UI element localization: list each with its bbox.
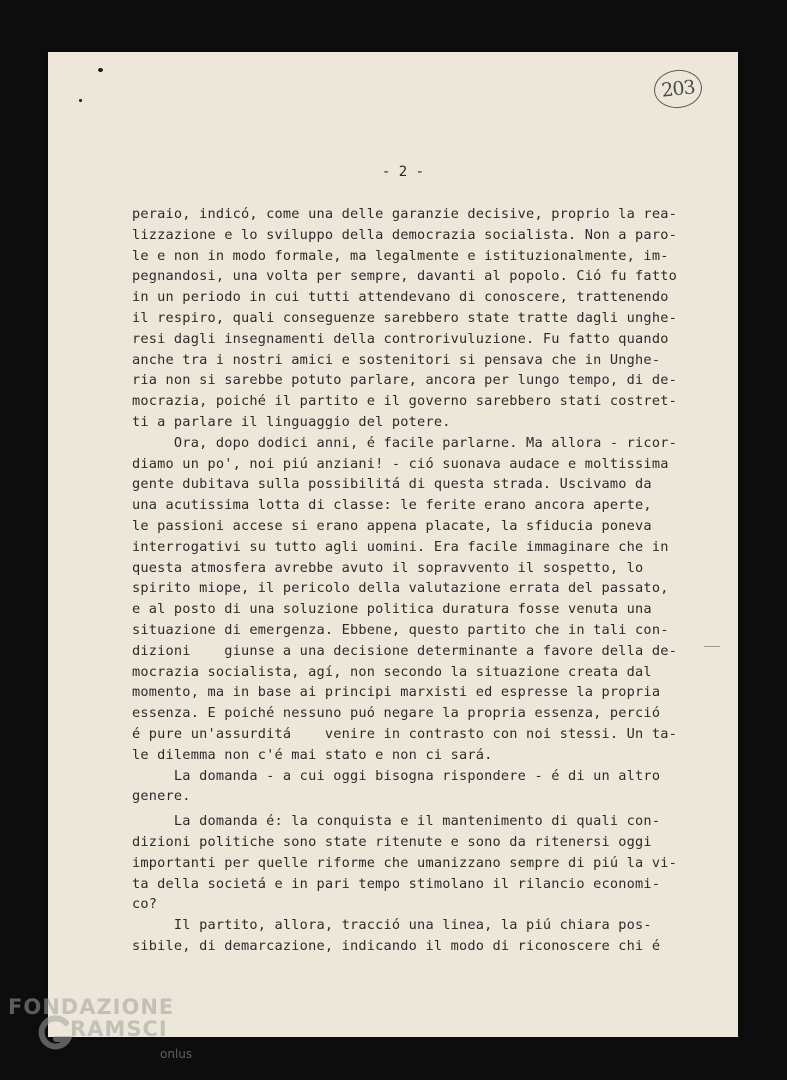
text-line: Il partito, allora, tracció una linea, la piú chiara pos- — [132, 917, 652, 934]
text-line: pegnandosi, una volta per sempre, davanti al popolo. Ció fu fatto — [132, 268, 677, 285]
text-line: mocrazia, poiché il partito e il governo sarebbero stati costret- — [132, 393, 677, 410]
text-line: spirito miope, il pericolo della valutazione errata del passato, — [132, 580, 669, 597]
watermark-line2: RAMSCI — [70, 1017, 168, 1041]
page-number: - 2 - — [381, 164, 425, 180]
text-line: in un periodo in cui tutti attendevano di conoscere, trattenendo — [132, 289, 669, 306]
text-line: momento, ma in base ai principi marxisti ed espresse la propria — [132, 684, 661, 701]
paragraph — [132, 204, 692, 433]
text-line: co? — [132, 896, 158, 913]
text-line: genere. — [132, 788, 191, 805]
paragraph — [132, 766, 692, 808]
text-line: una acutissima lotta di classe: le ferite erano ancora aperte, — [132, 497, 652, 514]
text-line: lizzazione e lo sviluppo della democrazia socialista. Non a paro- — [132, 226, 677, 243]
text-line: dizioni giunse a una decisione determinante a favore della de- — [132, 642, 677, 659]
text-line: essenza. E poiché nessuno puó negare la propria essenza, perció — [132, 705, 661, 722]
text-line: ta della societá e in pari tempo stimolano il rilancio economi- — [132, 875, 661, 892]
document-page — [48, 52, 738, 1037]
text-line: dizioni politiche sono state ritenute e sono da ritenersi oggi — [132, 833, 652, 850]
watermark-line1: FONDAZIONE — [8, 995, 175, 1019]
text-line: le passioni accese si erano appena placate, la sfiducia poneva — [132, 517, 652, 534]
document-body — [132, 204, 692, 957]
margin-mark — [704, 646, 720, 647]
text-line: ti a parlare il linguaggio del potere. — [132, 413, 451, 430]
text-line: questa atmosfera avrebbe avuto il sopravvento il sospetto, lo — [132, 559, 644, 576]
text-line: gente dubitava sulla possibilitá di questa strada. Uscivamo da — [132, 476, 652, 493]
text-line: peraio, indicó, come una delle garanzie decisive, proprio la rea- — [132, 206, 677, 222]
text-line: diamo un po', noi piú anziani! - ció suonava audace e moltissima — [132, 455, 669, 472]
text-line: situazione di emergenza. Ebbene, questo partito che in tali con- — [132, 621, 669, 638]
paragraph — [132, 433, 692, 766]
text-line: le dilemma non c'é mai stato e non ci sará. — [132, 746, 493, 763]
text-line: interrogativi su tutto agli uomini. Era facile immaginare che in — [132, 538, 669, 555]
ink-speck — [79, 99, 82, 102]
text-line: La domanda é: la conquista e il mantenimento di quali con- — [132, 813, 661, 830]
text-line: ria non si sarebbe potuto parlare, ancora per lungo tempo, di de- — [132, 372, 677, 389]
text-line: anche tra i nostri amici e sostenitori si pensava che in Unghe- — [132, 351, 661, 368]
watermark-line3: onlus — [160, 1047, 193, 1061]
text-line: le e non in modo formale, ma legalmente e istituzionalmente, im- — [132, 247, 669, 264]
watermark-logo — [8, 995, 208, 1075]
text-line: é pure un'assurditá venire in contrasto con noi stessi. Un ta- — [132, 725, 677, 742]
text-line: e al posto di una soluzione politica duratura fosse venuta una — [132, 601, 652, 618]
text-line: Ora, dopo dodici anni, é facile parlarne. Ma allora - ricor- — [132, 434, 677, 451]
text-line: sibile, di demarcazione, indicando il modo di riconoscere chi é — [132, 937, 661, 954]
text-line: resi dagli insegnamenti della controrivuluzione. Fu fatto quando — [132, 330, 669, 347]
text-line: il respiro, quali conseguenze sarebbero state tratte dagli unghe- — [132, 309, 677, 326]
archive-page-stamp: 203 — [652, 68, 704, 111]
text-line: La domanda - a cui oggi bisogna rispondere - é di un altro — [132, 767, 661, 784]
ink-speck — [98, 68, 103, 72]
text-line: importanti per quelle riforme che umanizzano sempre di piú la vi- — [132, 854, 677, 871]
paragraph — [132, 915, 692, 957]
paragraph — [132, 811, 692, 915]
text-line: mocrazia socialista, agí, non secondo la situazione creata dal — [132, 663, 652, 680]
